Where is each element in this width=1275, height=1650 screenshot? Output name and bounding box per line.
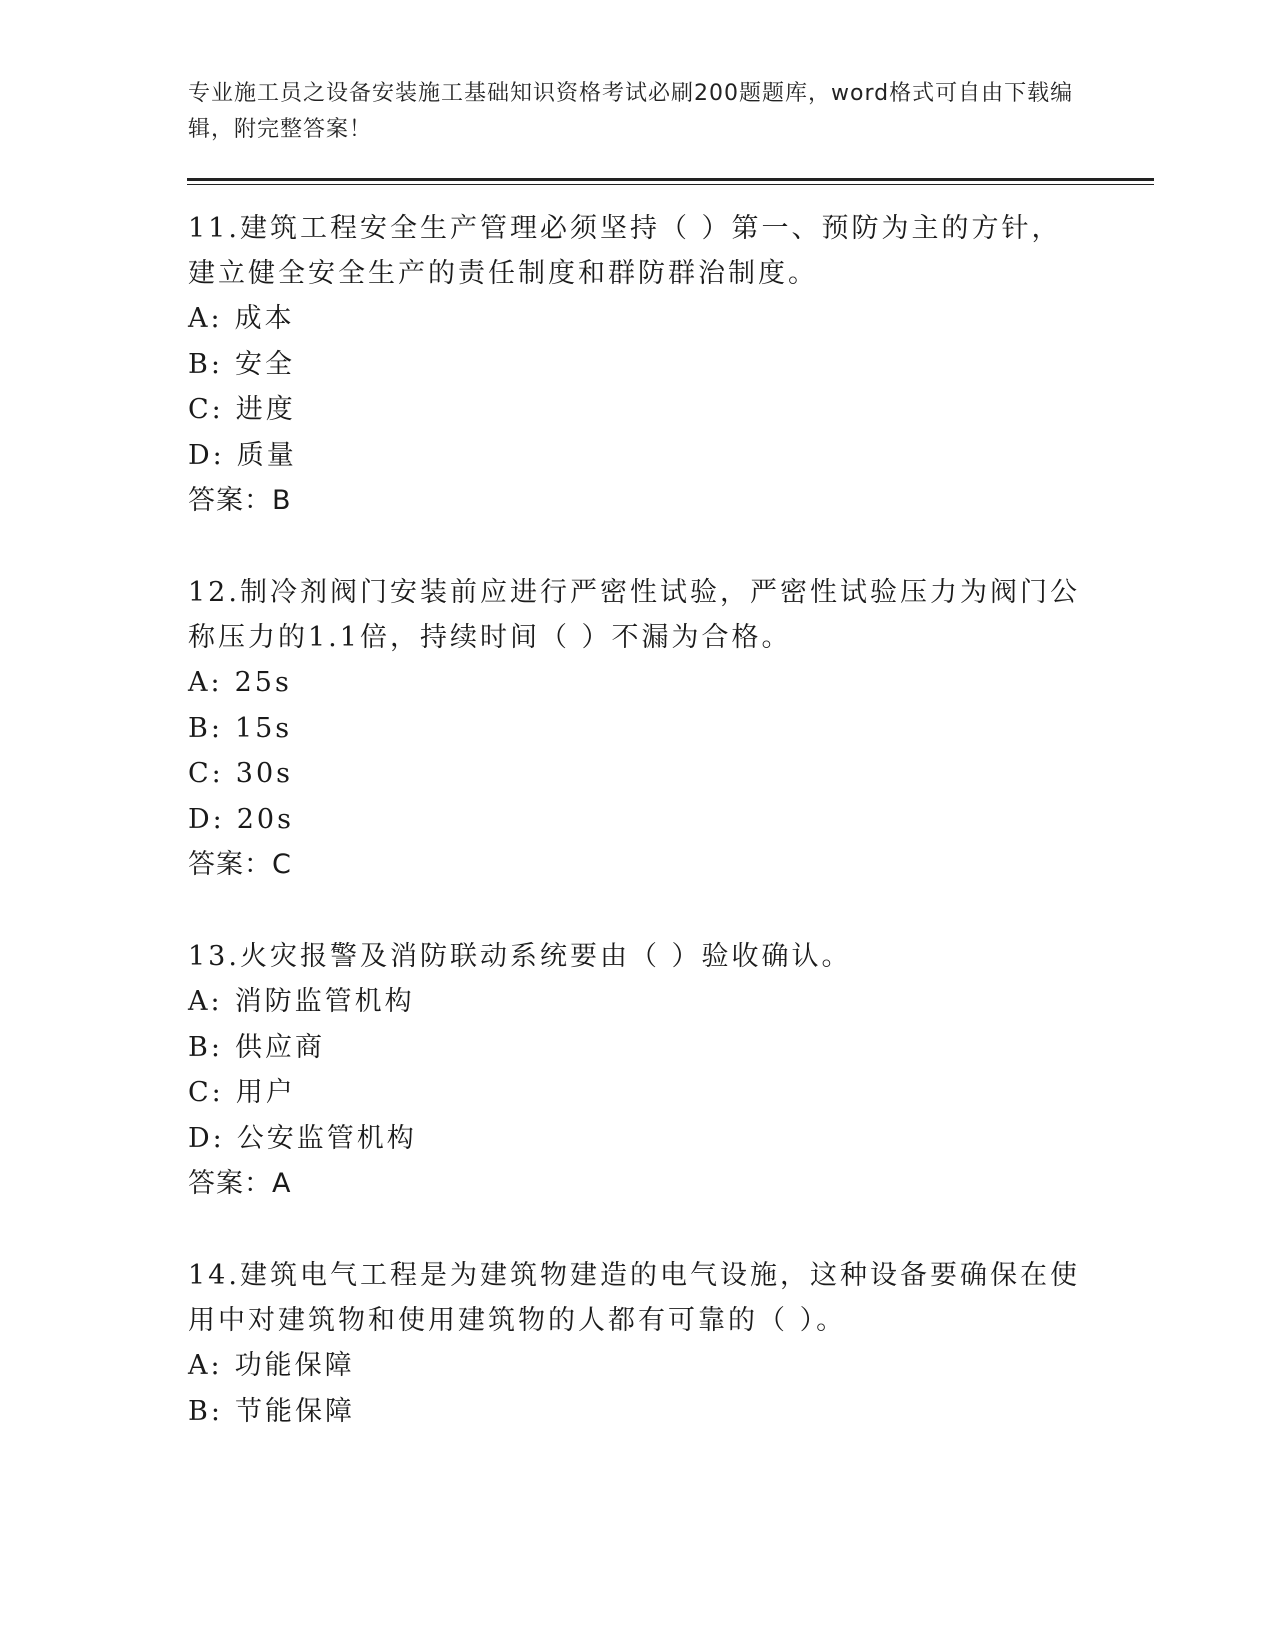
option-b xyxy=(188,706,1088,752)
option-text: 30s xyxy=(235,758,293,789)
option-text: 20s xyxy=(236,803,294,835)
option-text: 公安监管机构 xyxy=(236,1122,417,1154)
option-text: 25s xyxy=(234,667,292,698)
question-text: 14.建筑电气工程是为建筑物建造的电气设施，这种设备要确保在使用中对建筑物和使用建筑物的人都有可靠的（ ）。 xyxy=(188,1260,1080,1336)
option-a xyxy=(188,979,1088,1025)
option-b xyxy=(188,1025,1088,1071)
question-list xyxy=(188,206,1088,1481)
question-14 xyxy=(188,1253,1088,1434)
option-text: 供应商 xyxy=(234,1031,325,1063)
option-text: 节能保障 xyxy=(234,1395,355,1427)
question-text: 12.制冷剂阀门安装前应进行严密性试验，严密性试验压力为阀门公称压力的1.1倍，持续时间（ ）不漏为合格。 xyxy=(188,577,1080,653)
option-letter: B: xyxy=(188,1031,223,1063)
option-c xyxy=(188,1070,1088,1116)
option-a xyxy=(188,660,1088,706)
option-text: 质量 xyxy=(236,439,297,471)
option-text: 15s xyxy=(234,712,293,744)
option-a xyxy=(188,296,1088,342)
option-letter: B: xyxy=(188,348,223,380)
answer-line: 答案：B xyxy=(188,485,292,516)
option-text: 功能保障 xyxy=(234,1350,355,1381)
option-b xyxy=(188,342,1088,388)
option-letter: A: xyxy=(188,1350,223,1381)
header-divider-thick xyxy=(187,178,1154,181)
option-letter: C: xyxy=(188,394,224,425)
option-d xyxy=(188,433,1088,479)
option-letter: B: xyxy=(188,712,223,744)
option-text: 成本 xyxy=(234,303,295,334)
option-letter: D: xyxy=(188,1122,225,1154)
option-d xyxy=(188,797,1088,843)
option-list xyxy=(188,1343,1088,1434)
option-letter: C: xyxy=(188,1077,224,1108)
option-text: 安全 xyxy=(234,348,295,380)
question-11 xyxy=(188,206,1088,523)
option-b xyxy=(188,1389,1088,1435)
answer-line: 答案：A xyxy=(188,1168,292,1199)
option-c xyxy=(188,387,1088,433)
option-text: 消防监管机构 xyxy=(234,986,415,1017)
option-letter: A: xyxy=(188,303,223,334)
question-13 xyxy=(188,934,1088,1206)
option-list xyxy=(188,660,1088,842)
option-c xyxy=(188,751,1088,797)
option-text: 用户 xyxy=(235,1077,296,1108)
option-letter: A: xyxy=(188,986,223,1017)
option-text: 进度 xyxy=(235,394,296,425)
option-list xyxy=(188,296,1088,478)
question-text: 11.建筑工程安全生产管理必须坚持（ ）第一、预防为主的方针，建立健全安全生产的责任制度和群防群治制度。 xyxy=(188,213,1062,289)
option-letter: A: xyxy=(188,667,223,698)
document-header: 专业施工员之设备安装施工基础知识资格考试必刷200题题库，word格式可自由下载编辑，附完整答案！ xyxy=(188,81,1074,142)
option-letter: D: xyxy=(188,439,225,471)
option-letter: B: xyxy=(188,1395,223,1427)
question-text: 13.火灾报警及消防联动系统要由（ ）验收确认。 xyxy=(188,941,852,972)
question-12 xyxy=(188,570,1088,887)
option-letter: C: xyxy=(188,758,224,789)
option-letter: D: xyxy=(188,803,225,835)
option-d xyxy=(188,1116,1088,1162)
option-list xyxy=(188,979,1088,1161)
header-divider-thin xyxy=(187,184,1154,185)
option-a xyxy=(188,1343,1088,1389)
answer-line: 答案：C xyxy=(188,849,292,880)
